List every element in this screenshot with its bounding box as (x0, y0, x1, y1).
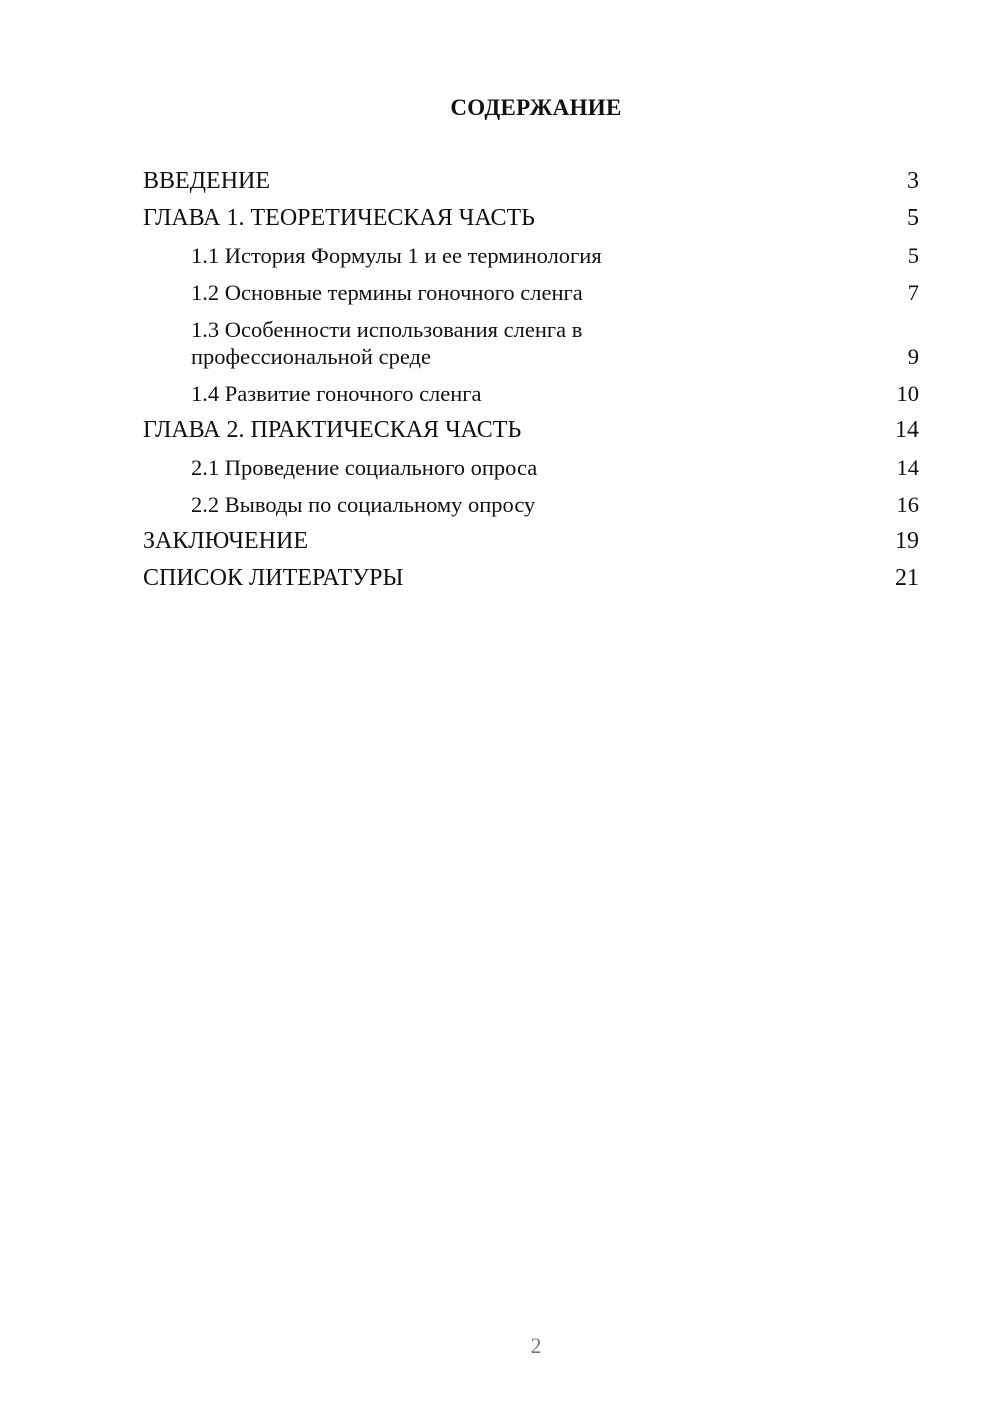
toc-entry-text: 2.1 Проведение социального опроса (191, 455, 538, 480)
toc-entry-section-2-1[interactable] (143, 454, 919, 481)
toc-entry-page: 5 (907, 205, 919, 231)
page-title: СОДЕРЖАНИЕ (450, 95, 622, 120)
toc-entry-page: 16 (896, 492, 919, 517)
page-number: 2 (530, 1333, 542, 1358)
toc-entry-page: 3 (907, 168, 919, 194)
toc-entry-chapter-2[interactable] (143, 417, 919, 444)
toc-entry-page: 5 (907, 243, 919, 268)
toc-entry-section-1-4[interactable] (143, 380, 919, 407)
toc-entry-page: 14 (895, 417, 919, 443)
toc-entry-chapter-1[interactable] (143, 205, 919, 232)
toc-entry-page: 21 (895, 565, 919, 591)
toc-entry-conclusion[interactable] (143, 528, 919, 555)
toc-entry-text: ЗАКЛЮЧЕНИЕ (143, 528, 308, 554)
toc-entry-introduction[interactable] (143, 168, 919, 195)
table-of-contents (143, 168, 919, 602)
toc-entry-section-1-2[interactable] (143, 279, 919, 306)
toc-entry-text: ВВЕДЕНИЕ (143, 168, 271, 194)
toc-entry-text: 1.1 История Формулы 1 и ее терминология (191, 243, 602, 268)
toc-entry-text: ГЛАВА 1. ТЕОРЕТИЧЕСКАЯ ЧАСТЬ (143, 205, 535, 231)
toc-entry-page: 19 (895, 528, 919, 554)
toc-entry-page: 14 (896, 455, 919, 480)
toc-entry-section-1-3[interactable] (143, 316, 919, 370)
toc-entry-section-2-2[interactable] (143, 491, 919, 518)
toc-entry-text: 1.3 Особенности использования сленга в профессиональной среде (191, 317, 583, 369)
toc-entry-bibliography[interactable] (143, 565, 919, 592)
toc-entry-section-1-1[interactable] (143, 242, 919, 269)
toc-entry-page: 10 (896, 381, 919, 406)
toc-entry-page: 7 (907, 280, 919, 305)
toc-entry-text: 1.4 Развитие гоночного сленга (191, 381, 482, 406)
toc-entry-text: СПИСОК ЛИТЕРАТУРЫ (143, 565, 404, 591)
toc-entry-text: 1.2 Основные термины гоночного сленга (191, 280, 583, 305)
toc-entry-page: 9 (907, 344, 919, 369)
toc-entry-text: 2.2 Выводы по социальному опросу (191, 492, 536, 517)
toc-entry-text: ГЛАВА 2. ПРАКТИЧЕСКАЯ ЧАСТЬ (143, 417, 522, 443)
